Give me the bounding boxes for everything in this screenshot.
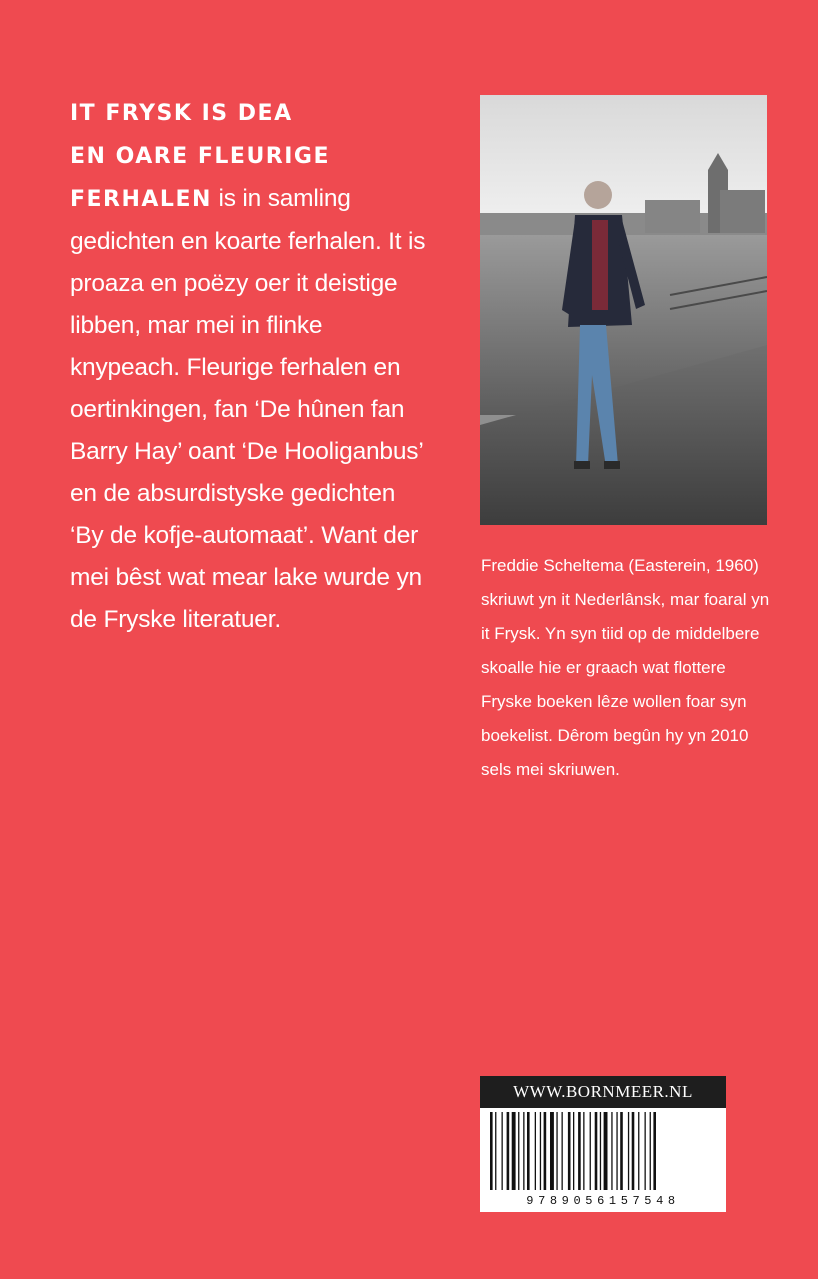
author-photo (480, 95, 767, 525)
barcode-label (480, 1076, 726, 1212)
blurb (70, 92, 430, 641)
isbn-digits: 9789056157548 (526, 1194, 680, 1208)
book-title-line-3: FERHALEN (70, 187, 212, 212)
blurb-text: is in samling gedichten en koarte ferhalen. It is proaza en poëzy oer it deistige libben, mar mei in flinke knypeach. Fleurige ferhalen en oertinkingen, fan ‘De hûnen fan Barry Hay’ oant ‘De Hooliganbus’ en de absurdistyske gedichten ‘By de kofje-automaat’. Want der mei bêst wat mear lake wurde yn de Fryske literatuer. (70, 185, 426, 633)
barcode-icon (480, 1112, 726, 1192)
publisher-url: WWW.BORNMEER.NL (480, 1076, 726, 1108)
book-title-line-1: IT FRYSK IS DEA (70, 101, 293, 126)
book-title-line-2: EN OARE FLEURIGE (70, 144, 331, 169)
author-bio: Freddie Scheltema (Easterein, 1960) skriuwt yn it Nederlânsk, mar foaral yn it Frysk. Yn syn tiid op de middelbere skoalle hie er graach wat flottere Fryske boeken lêze wollen foar syn boekelist. Dêrom begûn hy yn 2010 sels mei skriuwen. (481, 556, 770, 779)
